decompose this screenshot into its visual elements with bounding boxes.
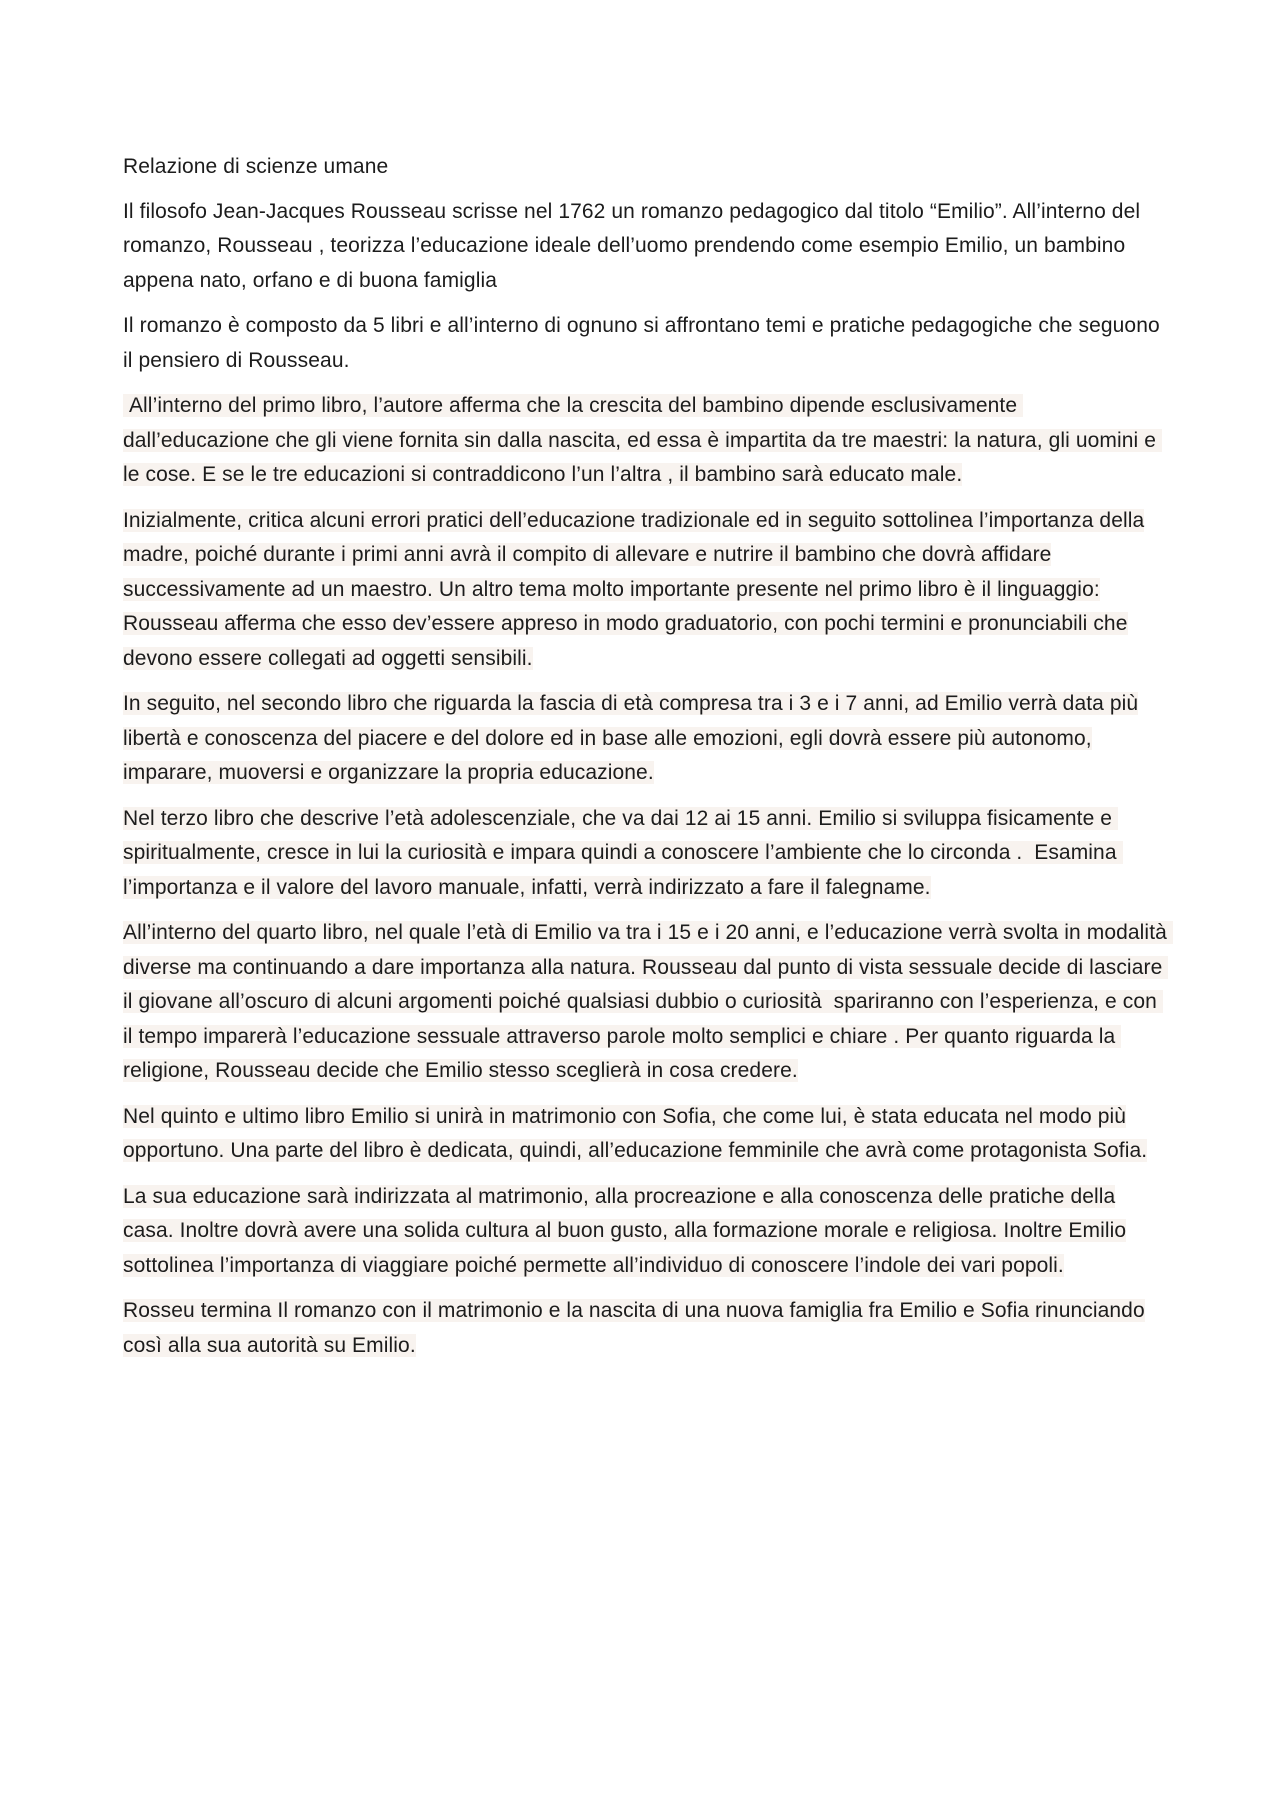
paragraph-10: Rosseu termina Il romanzo con il matrimonio e la nascita di una nuova famiglia fra Emilio e Sofia rinunciando così alla sua autorità su Emilio. [123, 1299, 1145, 1357]
paragraph-5: In seguito, nel secondo libro che riguarda la fascia di età compresa tra i 3 e i 7 anni, ad Emilio verrà data più libertà e conoscenza del piacere e del dolore ed in base alle emozioni, egli dovrà essere più autonomo, imparare, muoversi e organizzare la propria educazione. [123, 692, 1139, 784]
paragraph-1: Il filosofo Jean-Jacques Rousseau scrisse nel 1762 un romanzo pedagogico dal titolo “Emilio”. All’interno del romanzo, Rousseau , teorizza l’educazione ideale dell’uomo prendendo come esempio Emilio, un bambino appena nato, orfano e di buona famiglia [123, 199, 1141, 292]
document-body [123, 150, 1173, 1374]
paragraph-6: Nel terzo libro che descrive l’età adolescenziale, che va dai 12 ai 15 anni. Emilio si sviluppa fisicamente e spiritualmente, cresce in lui la curiosità e impara quindi a conoscere l’ambiente che lo circonda . Esamina l’importanza e il valore del lavoro manuale, infatti, verrà indirizzato a fare il falegname. [123, 806, 1123, 899]
paragraph-8: Nel quinto e ultimo libro Emilio si unirà in matrimonio con Sofia, che come lui, è stata educata nel modo più opportuno. Una parte del libro è dedicata, quindi, all’educazione femminile che avrà come protagonista Sofia. [123, 1104, 1148, 1162]
paragraph-7: All’interno del quarto libro, nel quale l’età di Emilio va tra i 15 e i 20 anni, e l’educazione verrà svolta in modalità diverse ma continuando a dare importanza alla natura. Rousseau dal punto di vista sessuale decide di lasciare il giovane all’oscuro di alcuni argomenti poiché qualsiasi dubbio o curiosità spariranno con l’esperienza, e con il tempo imparerà l’educazione sessuale attraverso parole molto semplici e chiare . Per quanto riguarda la religione, Rousseau decide che Emilio stesso sceglierà in cosa credere. [123, 921, 1173, 1082]
paragraph-2: Il romanzo è composto da 5 libri e all’interno di ognuno si affrontano temi e pratiche pedagogiche che seguono il pensiero di Rousseau. [123, 314, 1160, 372]
paragraph-3: All’interno del primo libro, l’autore afferma che la crescita del bambino dipende esclusivamente dall’educazione che gli viene fornita sin dalla nascita, ed essa è impartita da tre maestri: la natura, gli uomini e le cose. E se le tre educazioni si contraddicono l’un l’altra , il bambino sarà educato male. [123, 394, 1162, 486]
paragraph-4: Inizialmente, critica alcuni errori pratici dell’educazione tradizionale ed in seguito sottolinea l’importanza della madre, poiché durante i primi anni avrà il compito di allevare e nutrire il bambino che dovrà affidare successivamente ad un maestro. Un altro tema molto importante presente nel primo libro è il linguaggio: Rousseau afferma che esso dev’essere appreso in modo graduatorio, con pochi termini e pronunciabili che devono essere collegati ad oggetti sensibili. [123, 508, 1145, 670]
paragraph-9: La sua educazione sarà indirizzata al matrimonio, alla procreazione e alla conoscenza delle pratiche della casa. Inoltre dovrà avere una solida cultura al buon gusto, alla formazione morale e religiosa. Inoltre Emilio sottolinea l’importanza di viaggiare poiché permette all’individuo di conoscere l’indole dei vari popoli. [123, 1184, 1127, 1277]
document-title: Relazione di scienze umane [123, 155, 389, 178]
